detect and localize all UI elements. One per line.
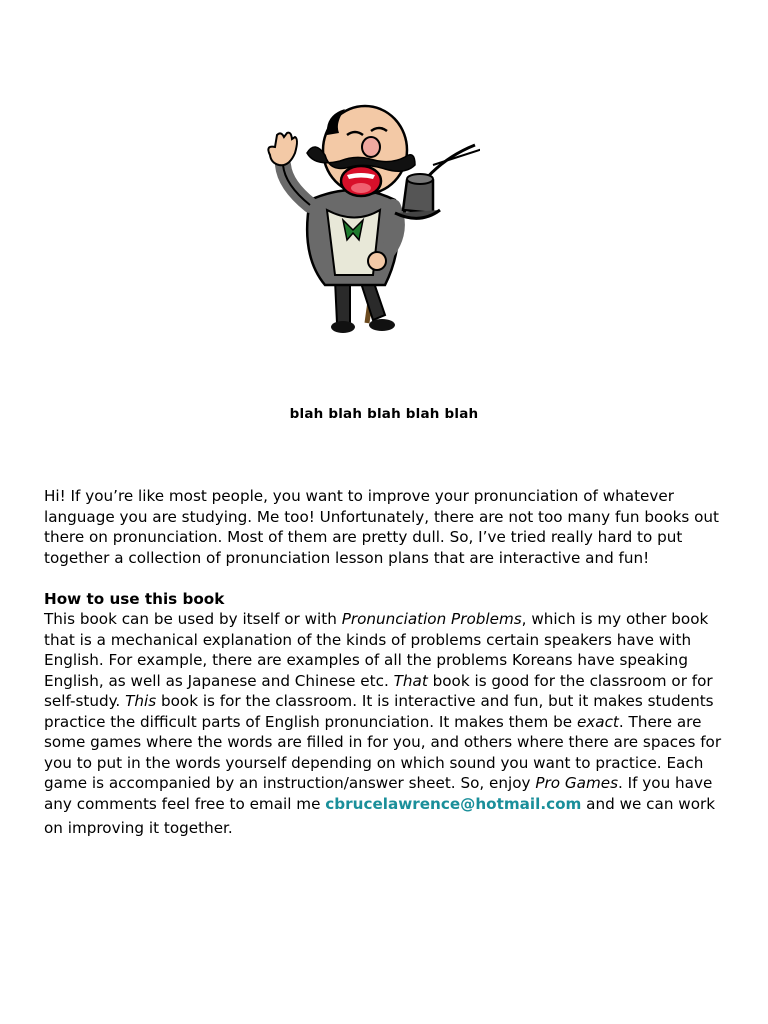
howto-text-6: . If you have any comments feel free to email me	[44, 774, 713, 813]
emphasis-this: This	[125, 692, 157, 710]
showman-illustration	[255, 95, 480, 340]
emphasis-that: That	[393, 671, 428, 690]
book-title-pro-games: Pro Games	[535, 774, 618, 792]
book-title-pronunciation-problems: Pronunciation Problems	[341, 610, 522, 628]
howto-text-5: . There are some games where the words are filled in for you, and others where there are spaces for you to put in the words yourself depending on which sound you want to practice. Each game is accompanied by an instruction/answer sheet. So, enjoy	[44, 712, 722, 792]
caption: blah blah blah blah blah	[289, 406, 479, 422]
howto-paragraph	[44, 609, 734, 839]
body-text	[44, 486, 734, 839]
intro-paragraph: Hi! If you’re like most people, you want to improve your pronunciation of whatever language you are studying. Me too! Unfortunately, there are not too many fun books out there on pronunciation. Most of them are pretty dull. So, I’ve tried really hard to put together a collection of pronunciation lesson plans that are interactive and fun!	[44, 487, 720, 567]
email-link[interactable]: cbrucelawrence@hotmail.com	[325, 794, 582, 813]
section-heading: How to use this book	[44, 589, 225, 608]
howto-text-1: This book can be used by itself or with	[44, 610, 342, 628]
howto-text-2: , which is my other book that is a mechanical explanation of the kinds of problems certain speakers have with English. For example, there are examples of all the problems Koreans have speaking English, as well as Japanese and Chinese etc.	[44, 610, 709, 690]
mustached-showman-icon	[255, 95, 480, 340]
paragraph-gap	[44, 568, 734, 589]
howto-text-8: together.	[163, 819, 233, 837]
emphasis-exact: exact	[576, 712, 619, 731]
howto-text-3: book is good for the classroom or for self-study.	[44, 671, 713, 710]
howto-text-4: book is for the classroom. It is interactive and fun, but it makes students practice the difficult parts of English pronunciation. It makes them be	[44, 692, 714, 731]
howto-text-7: and we can work on improving it	[44, 794, 716, 837]
